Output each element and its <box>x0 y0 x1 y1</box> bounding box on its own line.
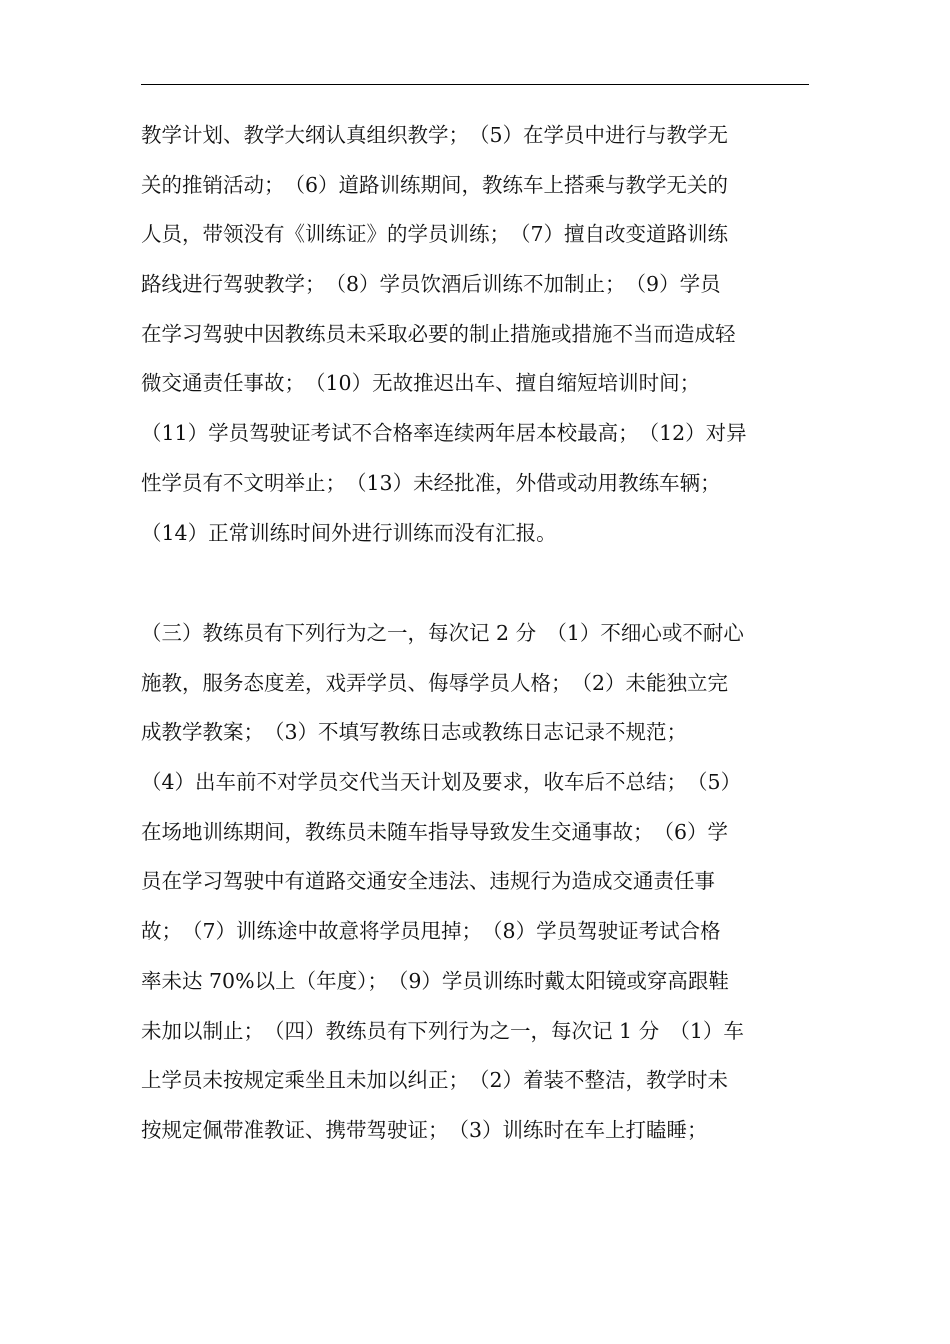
text-line: 关的推销活动； （6）道路训练期间，教练车上搭乘与教学无关的 <box>141 172 729 197</box>
text-line: 路线进行驾驶教学； （8）学员饮酒后训练不加制止； （9）学员 <box>141 272 721 297</box>
paragraph-continuation <box>141 111 811 558</box>
text-line: 人员，带领没有《训练证》的学员训练； （7）擅自改变道路训练 <box>141 222 729 247</box>
text-line: 未加以制止； （四）教练员有下列行为之一，每次记 1 分 （1）车 <box>141 1018 744 1043</box>
text-line: （14）正常训练时间外进行训练而没有汇报。 <box>141 520 557 545</box>
text-line: 故； （7）训练途中故意将学员甩掉； （8）学员驾驶证考试合格 <box>141 919 721 944</box>
text-line: 上学员未按规定乘坐且未加以纠正； （2）着装不整洁，教学时未 <box>141 1068 729 1093</box>
text-line: 教学计划、教学大纲认真组织教学； （5）在学员中进行与教学无 <box>141 123 729 147</box>
text-line: 率未达 70%以上（年度）； （9）学员训练时戴太阳镜或穿高跟鞋 <box>141 968 729 993</box>
text-line: 性学员有不文明举止； （13）未经批准，外借或动用教练车辆； <box>141 470 721 495</box>
header-rule <box>141 84 809 85</box>
text-line: 成教学教案； （3）不填写教练日志或教练日志记录不规范； <box>141 720 688 745</box>
text-line: （三）教练员有下列行为之一，每次记 2 分 （1）不细心或不耐心 <box>141 621 744 645</box>
text-line: 在学习驾驶中因教练员未采取必要的制止措施或措施不当而造成轻 <box>141 321 736 346</box>
text-line: （11）学员驾驶证考试不合格率连续两年居本校最高； （12）对异 <box>141 421 747 446</box>
text-line: （4）出车前不对学员交代当天计划及要求，收车后不总结； （5） <box>141 770 742 795</box>
paragraph-section-three <box>141 609 811 1156</box>
text-line: 微交通责任事故； （10）无故推迟出车、擅自缩短培训时间； <box>141 371 701 396</box>
text-line: 按规定佩带准教证、携带驾驶证； （3）训练时在车上打瞌睡； <box>141 1117 708 1142</box>
text-line: 施教，服务态度差，戏弄学员、侮辱学员人格； （2）未能独立完 <box>141 670 729 695</box>
text-line: 在场地训练期间，教练员未随车指导导致发生交通事故； （6）学 <box>141 819 729 844</box>
text-line: 员在学习驾驶中有道路交通安全违法、违规行为造成交通责任事 <box>141 869 715 894</box>
